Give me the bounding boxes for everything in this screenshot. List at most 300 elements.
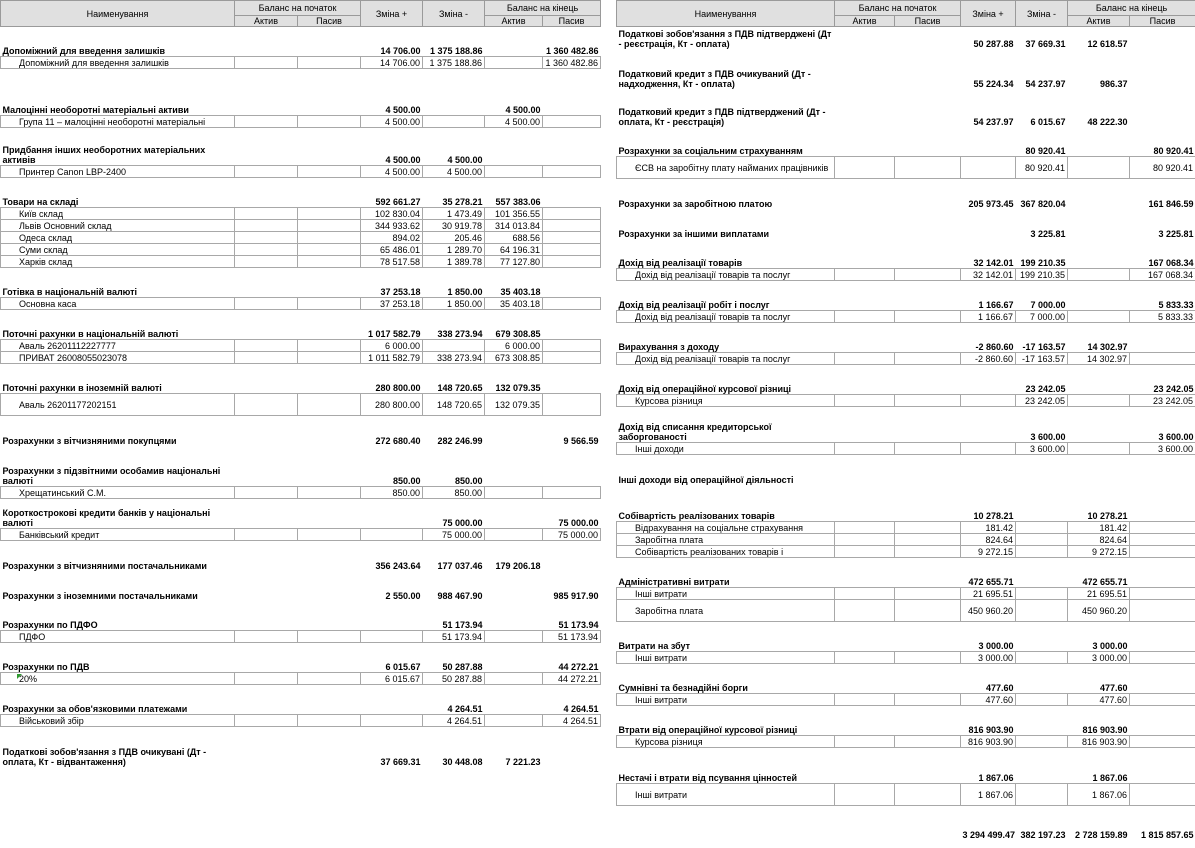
opening-passive-cell	[298, 178, 361, 208]
debit-change-cell: 3 000.00	[978, 641, 1014, 651]
debit-change-cell	[361, 601, 423, 631]
header-opening-balance: Баланс на початок	[235, 1, 361, 16]
account-name-cell	[1, 673, 235, 685]
account-group-row	[1, 643, 601, 673]
closing-active-cell	[485, 128, 543, 166]
header-opening-active: Актив	[835, 16, 895, 27]
debit-change-cell: 850.00	[392, 476, 421, 486]
opening-passive-cell	[895, 736, 961, 748]
account-name-cell: Аваль 26201177202151	[1, 394, 235, 416]
credit-change-cell: 3 600.00	[1030, 432, 1066, 442]
closing-passive-cell: 1 360 482.86	[543, 57, 601, 69]
credit-change-cell: 50 287.88	[442, 662, 483, 672]
account-subrow	[617, 736, 1195, 748]
closing-passive-cell: 167 068.34	[1130, 269, 1195, 281]
opening-passive-cell	[298, 256, 361, 268]
debit-change-cell: 4 500.00	[361, 116, 423, 128]
account-name-cell: Собівартість реалізованих товарів і	[617, 546, 835, 558]
account-name-cell: Вирахування з доходу	[618, 342, 720, 352]
opening-passive-cell	[298, 364, 361, 394]
account-group-row	[617, 323, 1195, 353]
debit-change-cell: 3 000.00	[961, 652, 1016, 664]
credit-change-cell: 51 173.94	[442, 620, 483, 630]
debit-change-cell: 102 830.04	[361, 208, 423, 220]
debit-change-cell: 54 237.97	[973, 116, 1014, 127]
account-group-row	[617, 281, 1195, 311]
header-closing-balance: Баланс на кінець	[485, 1, 601, 16]
account-name-cell: Витрати на збут	[618, 641, 691, 651]
closing-active-cell: 679 308.85	[495, 329, 541, 339]
closing-passive-cell: 167 068.34	[1148, 258, 1194, 268]
debit-change-cell: 450 960.20	[961, 600, 1016, 622]
closing-active-cell: 3 000.00	[1068, 652, 1130, 664]
debit-change-cell: 824.64	[961, 534, 1016, 546]
account-group-row	[1, 541, 601, 571]
credit-change-cell	[1016, 652, 1068, 664]
opening-passive-cell	[895, 600, 961, 622]
account-name-cell: Розрахунки по ПДФО	[2, 620, 98, 630]
account-name-cell: Військовий збір	[1, 715, 235, 727]
header-debit-change: Зміна +	[361, 1, 423, 27]
credit-change-cell: 4 500.00	[447, 155, 483, 165]
opening-active-cell	[235, 685, 298, 715]
header-closing-balance: Баланс на кінець	[1068, 1, 1195, 16]
debit-change-cell: 55 224.34	[973, 78, 1014, 89]
closing-active-cell	[1068, 407, 1130, 443]
debit-change-cell: 1 867.06	[961, 784, 1016, 806]
opening-passive-cell	[298, 529, 361, 541]
debit-change-cell: -2 860.60	[975, 342, 1014, 352]
account-name-cell: Розрахунки по ПДВ	[2, 662, 90, 672]
header-opening-passive: Пасив	[895, 16, 961, 27]
opening-passive-cell	[895, 179, 961, 209]
closing-passive-cell	[1130, 588, 1195, 600]
opening-passive-cell	[895, 706, 961, 736]
credit-change-cell	[1016, 546, 1068, 558]
closing-passive-cell: 80 920.41	[1153, 146, 1194, 156]
debit-change-cell	[961, 157, 1016, 179]
closing-active-cell	[1068, 209, 1130, 239]
account-subrow	[617, 269, 1195, 281]
account-name-cell: Дохід від реалізації товарів та послуг	[617, 269, 835, 281]
opening-active-cell	[835, 323, 895, 353]
opening-active-cell	[835, 706, 895, 736]
account-name-cell: Дохід від списання кредиторської заборгованості	[618, 422, 772, 442]
debit-change-cell: 1 011 582.79	[361, 352, 423, 364]
debit-change-cell	[961, 455, 1016, 485]
opening-active-cell	[235, 208, 298, 220]
account-name-cell: Суми склад	[1, 244, 235, 256]
credit-change-cell	[1016, 664, 1068, 694]
debit-change-cell: 592 661.27	[375, 197, 421, 207]
account-subrow	[617, 588, 1195, 600]
account-subrow	[617, 311, 1195, 323]
account-name-cell: Короткострокові кредити банків у національні валюті	[2, 508, 211, 528]
credit-change-cell: 23 242.05	[1025, 384, 1066, 394]
credit-change-cell: 177 037.46	[437, 560, 483, 571]
account-name-cell: Поточні рахунки в національній валюті	[2, 329, 179, 339]
credit-change-cell: 1 850.00	[423, 298, 485, 310]
account-name-cell: Товари на складі	[2, 197, 79, 207]
account-name-cell: Основна каса	[1, 298, 235, 310]
closing-active-cell: 477.60	[1068, 694, 1130, 706]
closing-passive-cell	[543, 220, 601, 232]
opening-passive-cell	[298, 446, 361, 487]
debit-change-cell: 50 287.88	[973, 38, 1014, 49]
opening-passive-cell	[298, 685, 361, 715]
closing-passive-cell: 3 600.00	[1130, 443, 1195, 455]
opening-active-cell	[835, 127, 895, 157]
account-group-row	[1, 128, 601, 166]
closing-passive-cell	[1130, 89, 1195, 127]
opening-passive-cell	[895, 127, 961, 157]
closing-active-cell	[485, 487, 543, 499]
opening-passive-cell	[895, 365, 961, 395]
account-name-cell: Малоцінні необоротні матеріальні активи	[2, 105, 189, 115]
debit-change-cell: 356 243.64	[375, 560, 421, 571]
opening-active-cell	[235, 364, 298, 394]
opening-active-cell	[835, 49, 895, 89]
opening-active-cell	[835, 546, 895, 558]
closing-active-cell: 4 500.00	[485, 116, 543, 128]
account-subrow	[617, 395, 1195, 407]
credit-change-cell	[1016, 558, 1068, 588]
account-name-cell: Розрахунки за заробітною платою	[618, 198, 773, 209]
closing-active-cell: 824.64	[1068, 534, 1130, 546]
credit-change-cell: 1 473.49	[423, 208, 485, 220]
account-subrow	[617, 784, 1195, 806]
closing-passive-cell: 80 920.41	[1130, 157, 1195, 179]
closing-passive-cell: 3 600.00	[1158, 432, 1194, 442]
credit-change-cell: 37 669.31	[1025, 38, 1066, 49]
opening-active-cell	[235, 416, 298, 446]
closing-passive-cell	[543, 727, 601, 767]
credit-change-cell: 1 850.00	[447, 287, 483, 297]
credit-change-cell: 3 225.81	[1030, 228, 1066, 239]
closing-passive-cell	[1130, 736, 1195, 748]
debit-change-cell: 850.00	[361, 487, 423, 499]
header-credit-change: Зміна -	[1016, 1, 1068, 27]
account-subrow	[617, 157, 1195, 179]
account-subrow	[617, 600, 1195, 622]
account-group-row	[1, 499, 601, 529]
closing-passive-cell	[1130, 600, 1195, 622]
account-name-cell: Київ склад	[1, 208, 235, 220]
account-subrow	[1, 394, 601, 416]
opening-active-cell	[835, 736, 895, 748]
opening-active-cell	[835, 157, 895, 179]
debit-change-cell: 4 500.00	[361, 166, 423, 178]
account-subrow	[1, 715, 601, 727]
credit-change-cell: 80 920.41	[1025, 146, 1066, 156]
right-balance-table	[616, 0, 1195, 840]
closing-passive-cell	[1130, 784, 1195, 806]
account-name-cell: Допоміжний для введення залишків	[2, 46, 166, 56]
debit-change-cell	[961, 127, 1016, 157]
account-name-cell: Нестачі і втрати від псування цінностей	[618, 773, 798, 783]
debit-change-cell	[361, 499, 423, 529]
closing-active-cell	[485, 499, 543, 529]
opening-passive-cell	[895, 407, 961, 443]
credit-change-cell: 7 000.00	[1030, 300, 1066, 310]
credit-change-cell: -17 163.57	[1016, 353, 1068, 365]
account-name-cell: Банківський кредит	[1, 529, 235, 541]
debit-change-cell: 1 166.67	[961, 311, 1016, 323]
closing-active-cell: 101 356.55	[485, 208, 543, 220]
account-group-row	[617, 179, 1195, 209]
closing-active-cell: 181.42	[1068, 522, 1130, 534]
opening-active-cell	[835, 311, 895, 323]
debit-change-cell: 9 272.15	[961, 546, 1016, 558]
debit-change-cell: 14 706.00	[380, 46, 421, 56]
debit-change-cell: 37 253.18	[380, 287, 421, 297]
closing-active-cell: 7 221.23	[505, 756, 541, 767]
opening-active-cell	[835, 588, 895, 600]
opening-active-cell	[835, 694, 895, 706]
credit-change-cell: 54 237.97	[1025, 78, 1066, 89]
account-group-row	[1, 310, 601, 340]
account-subrow	[1, 220, 601, 232]
debit-change-cell: 4 500.00	[385, 105, 421, 115]
closing-passive-cell: 44 272.21	[558, 662, 599, 672]
opening-active-cell	[235, 178, 298, 208]
closing-passive-cell: 985 917.90	[553, 590, 599, 601]
closing-active-cell: 179 206.18	[495, 560, 541, 571]
account-group-row	[1, 364, 601, 394]
closing-active-cell	[1068, 179, 1130, 209]
closing-active-cell: 10 278.21	[1087, 511, 1128, 521]
header-debit-change: Зміна +	[961, 1, 1016, 27]
opening-passive-cell	[895, 694, 961, 706]
account-group-row	[617, 622, 1195, 652]
closing-active-cell	[1068, 239, 1130, 269]
closing-passive-cell	[543, 446, 601, 487]
credit-change-cell	[1016, 455, 1068, 485]
closing-active-cell	[485, 529, 543, 541]
account-subrow	[1, 244, 601, 256]
closing-active-cell: 2 728 159.89	[1074, 829, 1128, 840]
account-subrow	[1, 166, 601, 178]
credit-change-cell: 148 720.65	[423, 394, 485, 416]
opening-active-cell	[835, 281, 895, 311]
account-group-row	[617, 664, 1195, 694]
account-subrow	[1, 340, 601, 352]
opening-passive-cell	[298, 268, 361, 298]
opening-active-cell	[235, 232, 298, 244]
account-name-cell: Адміністративні витрати	[618, 577, 730, 587]
closing-passive-cell	[543, 541, 601, 571]
credit-change-cell: 1 375 188.86	[429, 46, 483, 56]
account-group-row	[1, 685, 601, 715]
opening-passive-cell	[895, 323, 961, 353]
account-name-cell: Розрахунки за іншими виплатами	[618, 228, 770, 239]
account-name-cell: Собівартість реалізованих товарів	[618, 511, 775, 521]
opening-passive-cell	[298, 673, 361, 685]
credit-change-cell: 199 210.35	[1016, 269, 1068, 281]
debit-change-cell: 280 800.00	[375, 383, 421, 393]
credit-change-cell: 23 242.05	[1016, 395, 1068, 407]
credit-change-cell: 850.00	[454, 476, 483, 486]
closing-active-cell: 3 000.00	[1092, 641, 1128, 651]
credit-change-cell: 205.46	[423, 232, 485, 244]
closing-active-cell: 816 903.90	[1068, 736, 1130, 748]
closing-passive-cell	[543, 166, 601, 178]
closing-passive-cell	[1130, 558, 1195, 588]
account-name-cell: ПРИВАТ 26008055023078	[1, 352, 235, 364]
closing-active-cell: 477.60	[1099, 683, 1128, 693]
account-group-row	[1, 446, 601, 487]
account-subrow	[1, 352, 601, 364]
credit-change-cell: 988 467.90	[437, 590, 483, 601]
account-name-cell: Податкові зобов'язання з ПДВ очикувані (Дт - оплата, Кт - відвантаження)	[2, 746, 207, 767]
credit-change-cell: 6 015.67	[1030, 116, 1066, 127]
account-name-cell: Львів Основний склад	[1, 220, 235, 232]
debit-change-cell: 65 486.01	[361, 244, 423, 256]
header-name: Наименування	[1, 1, 235, 27]
opening-active-cell	[235, 529, 298, 541]
account-subrow	[617, 546, 1195, 558]
opening-passive-cell	[895, 281, 961, 311]
closing-passive-cell	[1130, 353, 1195, 365]
header-closing-passive: Пасив	[1130, 16, 1195, 27]
opening-passive-cell	[298, 394, 361, 416]
opening-active-cell	[235, 446, 298, 487]
closing-active-cell: 132 079.35	[495, 383, 541, 393]
debit-change-cell: 477.60	[985, 683, 1014, 693]
opening-active-cell	[835, 485, 895, 522]
credit-change-cell	[1016, 622, 1068, 652]
account-name-cell: Готівка в національній валюті	[2, 287, 138, 297]
account-group-row	[617, 706, 1195, 736]
account-group-row	[1, 178, 601, 208]
closing-passive-cell: 5 833.33	[1158, 300, 1194, 310]
debit-change-cell: 6 000.00	[361, 340, 423, 352]
closing-active-cell: 688.56	[485, 232, 543, 244]
account-name-cell: Хрещатинський С.М.	[1, 487, 235, 499]
credit-change-cell: -17 163.57	[1022, 342, 1066, 352]
closing-active-cell	[1068, 311, 1130, 323]
closing-passive-cell	[1130, 622, 1195, 652]
closing-passive-cell: 23 242.05	[1130, 395, 1195, 407]
opening-active-cell	[235, 352, 298, 364]
closing-passive-cell	[543, 69, 601, 116]
closing-passive-cell	[543, 364, 601, 394]
debit-change-cell: 272 680.40	[375, 435, 421, 446]
left-table-body	[1, 27, 601, 767]
closing-active-cell	[485, 571, 543, 601]
opening-active-cell	[235, 673, 298, 685]
debit-change-cell: 816 903.90	[961, 736, 1016, 748]
credit-change-cell: 282 246.99	[437, 435, 483, 446]
closing-active-cell: 6 000.00	[485, 340, 543, 352]
opening-active-cell	[235, 571, 298, 601]
debit-change-cell: 280 800.00	[361, 394, 423, 416]
opening-passive-cell	[895, 522, 961, 534]
closing-active-cell	[1068, 443, 1130, 455]
account-subrow	[617, 694, 1195, 706]
credit-change-cell: 148 720.65	[437, 383, 483, 393]
account-name-cell: Заробітна плата	[617, 600, 835, 622]
debit-change-cell: 2 550.00	[385, 590, 421, 601]
opening-passive-cell	[298, 352, 361, 364]
opening-active-cell	[235, 57, 298, 69]
closing-passive-cell	[543, 352, 601, 364]
opening-active-cell	[235, 298, 298, 310]
closing-active-cell: 12 618.57	[1087, 38, 1128, 49]
header-name: Наименування	[617, 1, 835, 27]
header-opening-passive: Пасив	[298, 16, 361, 27]
opening-active-cell	[835, 558, 895, 588]
account-group-row	[617, 89, 1195, 127]
closing-passive-cell	[543, 487, 601, 499]
debit-change-cell: 32 142.01	[961, 269, 1016, 281]
opening-passive-cell	[298, 487, 361, 499]
account-name-cell: Принтер Canon LBP-2400	[1, 166, 235, 178]
debit-change-cell: 477.60	[961, 694, 1016, 706]
closing-active-cell: 14 302.97	[1087, 342, 1128, 352]
account-subrow	[1, 487, 601, 499]
header-credit-change: Зміна -	[423, 1, 485, 27]
account-group-row	[617, 49, 1195, 89]
closing-active-cell	[485, 57, 543, 69]
closing-active-cell	[1068, 365, 1130, 395]
account-group-row	[617, 239, 1195, 269]
account-name-cell: Розрахунки з вітчизняними покупцями	[2, 435, 177, 446]
opening-active-cell	[235, 256, 298, 268]
account-group-row	[617, 209, 1195, 239]
closing-passive-cell: 4 264.51	[543, 715, 601, 727]
closing-passive-cell	[1130, 652, 1195, 664]
opening-passive-cell	[895, 455, 961, 485]
opening-passive-cell	[298, 571, 361, 601]
account-name-cell: Розрахунки за обов'язковими платежами	[2, 704, 188, 714]
credit-change-cell	[423, 340, 485, 352]
closing-passive-cell	[543, 310, 601, 340]
credit-change-cell: 199 210.35	[1020, 258, 1066, 268]
credit-change-cell: 30 448.08	[442, 756, 483, 767]
account-name-cell: Втрати від операційної курсової різниці	[618, 725, 798, 735]
opening-active-cell	[835, 179, 895, 209]
opening-passive-cell	[895, 784, 961, 806]
closing-passive-cell	[1130, 534, 1195, 546]
account-group-row	[1, 571, 601, 601]
closing-active-cell: 64 196.31	[485, 244, 543, 256]
credit-change-cell: 367 820.04	[1020, 198, 1066, 209]
closing-active-cell: 314 013.84	[485, 220, 543, 232]
closing-active-cell: 1 867.06	[1068, 784, 1130, 806]
opening-active-cell	[835, 455, 895, 485]
credit-change-cell: 75 000.00	[423, 529, 485, 541]
closing-active-cell	[485, 715, 543, 727]
account-subrow	[1, 256, 601, 268]
credit-change-cell: 4 500.00	[423, 166, 485, 178]
debit-change-cell: 37 253.18	[361, 298, 423, 310]
credit-change-cell	[1016, 588, 1068, 600]
opening-active-cell	[235, 220, 298, 232]
account-group-row	[1, 268, 601, 298]
account-name-cell: Заробітна плата	[617, 534, 835, 546]
right-table-body	[617, 27, 1195, 840]
opening-active-cell	[835, 784, 895, 806]
account-group-row	[1, 727, 601, 767]
debit-change-cell	[961, 407, 1016, 443]
account-subrow	[617, 652, 1195, 664]
account-name-cell: Інші доходи від операційної діяльності	[618, 474, 794, 485]
opening-active-cell	[835, 664, 895, 694]
account-name-cell: Податковий кредит з ПДВ очикуваний (Дт - надходження, Кт - оплата)	[618, 68, 811, 89]
opening-passive-cell	[298, 232, 361, 244]
closing-active-cell	[1068, 395, 1130, 407]
